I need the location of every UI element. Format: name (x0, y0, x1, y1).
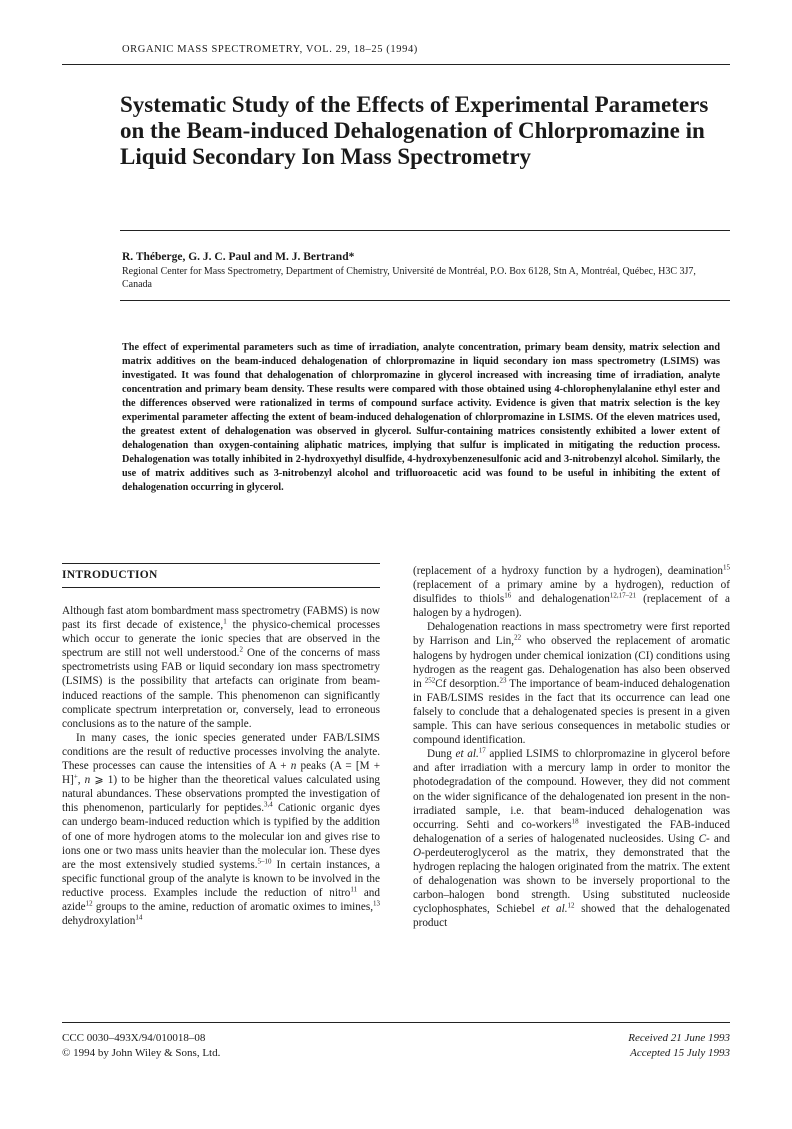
copyright-notice: © 1994 by John Wiley & Sons, Ltd. (62, 1047, 221, 1059)
body-paragraph: Although fast atom bombardment mass spectrometry (FABMS) is now past its first decade of existence,$^1$ the physico-chemical processes which occur to generate the ionic species that are observed in the spectrum are still not well understood.$^2$ One of the concerns of mass spectrometrists using FAB or liquid secondary ion mass spectrometry (LSIMS) is the possibility that artefacts can originate from beam-induced reactions of the sample. This phenomenon can significantly complicate spectrum interpretation or, conversely, lead to erroneous conclusions as to the nature of the sample. (62, 605, 381, 730)
left-column (62, 604, 380, 928)
footer-right (560, 1031, 730, 1061)
footer-rule (62, 1022, 730, 1023)
abstract: The effect of experimental parameters such as time of irradiation, analyte concentration, primary beam density, matrix selection and matrix additives on the beam-induced dehalogenation of chlorpromazine in liquid secondary ion mass spectrometry (LSIMS) was investigated. It was found that dehalogenation of chlorpromazine in glycerol increased with increasing time of irradiation, analyte concentration and primary beam density. These results were compared with those obtained using 4-chlorophenylalanine ethyl ester and the differences observed were rationalized in terms of compound surface activity. Evidence is given that matrix selection is the key experimental parameter affecting the extent of beam-induced dehalogenation of chlorpromazine in LSIMS. Of the eleven matrices used, the greatest extent of dehalogenation was observed in glycerol. Sulfur-containing matrices consistently exhibited a lower extent of dehalogenation than oxygen-containing aliphatic matrices, implying that sulfur is implicated in mitigating the reduction process. Dehalogenation was totally inhibited in 2-hydroxyethyl disulfide, 4-hydroxybenzenesulfonic acid and 3-nitrobenzyl alcohol. Similarly, the use of matrix additives such as 3-nitrobenzyl alcohol and trifluoroacetic acid was found to be useful in inhibiting the extent of dehalogenation occurring in glycerol. (122, 342, 720, 493)
authors-rule (120, 300, 730, 301)
section-heading-introduction: INTRODUCTION (62, 569, 158, 581)
body-paragraph: (replacement of a hydroxy function by a hydrogen), deamination$^{15}$ (replacement of a primary amine by a hydrogen), reduction of disulfides to thiols$^{16}$ and dehalogenation$^{12,17-21}$ (replacement of a halogen by a hydrogen). (413, 563, 730, 620)
article-title: Systematic Study of the Effects of Experimental Parameters on the Beam-induced Dehalogenation of Chlorpromazine in Liquid Secondary Ion Mass Spectrometry (120, 92, 709, 169)
body-paragraph: In many cases, the ionic species generated under FAB/LSIMS conditions are the result of reductive processes involving the analyte. These processes can cause the intensities of A + n peaks (A = [M + H]+, n ⩾ 1) to be higher than the theoretical values calculated using natural abundances. These observations prompted the investigation of this phenomenon, particularly for peptides.$^{3,4}$ Cationic organic dyes can undergo beam-induced reduction which is typified by the addition of one of more hydrogen atoms to the molecular ion and gives rise to ions one or two mass units heavier than the molecular ion. These dyes are the most extensively studied systems.$^{5-10}$ In certain instances, a specific functional group of the analyte is known to be involved in the reductive process. Examples include the reduction of nitro$^{11}$ and azide$^{12}$ groups to the amine, reduction of aromatic oximes to imines,$^{13}$ dehydroxylation$^{14}$ (62, 731, 381, 928)
footer-left (62, 1031, 220, 1061)
received-date: Received 21 June 1993 (628, 1032, 730, 1044)
affiliation: Regional Center for Mass Spectrometry, Department of Chemistry, Université de Montréal, P.O. Box 6128, Stn A, Montréal, Québec, H3C 3J7, Canada (122, 266, 696, 290)
accepted-date: Accepted 15 July 1993 (630, 1047, 730, 1059)
body-paragraph: Dung et al.$^{17}$ applied LSIMS to chlorpromazine in glycerol before and after irradiation with a mercury lamp in order to monitor the photodegradation of the compound. However, they did not comment on the wider significance of the dehalogenated ion present in the non-irradiated sample, i.e. that beam-induced dehalogenation was occurring. Sehti and co-workers$^{18}$ investigated the FAB-induced dehalogenation of a series of halogenated nucleosides. Using C- and O-perdeuteroglycerol as the matrix, they demonstrated that the hydrogen replacing the halogen originated from the matrix. The extent of dehalogenation was shown to be inversely proportional to the carbon–halogen bond strength. Using substituted nucleoside cyclophosphates, Schiebel et al.$^{12}$ showed that the dehalogenated product (413, 746, 731, 930)
right-column (413, 564, 730, 930)
intro-rule-top (62, 563, 380, 564)
header-rule (62, 64, 730, 65)
author-list: R. Théberge, G. J. C. Paul and M. J. Bertrand* (122, 251, 355, 263)
running-head: ORGANIC MASS SPECTROMETRY, VOL. 29, 18–25 (1994) (122, 44, 418, 55)
intro-rule-bottom (62, 587, 380, 588)
body-paragraph: Dehalogenation reactions in mass spectrometry were first reported by Harrison and Lin,$^{22}$ who observed the replacement of aromatic halogens by hydrogen under chemical ionization (CI) conditions using hydrogen as the reagent gas. Dehalogenation has also been observed in $^{252}$Cf desorption.$^{23}$ The importance of beam-induced dehalogenation in FAB/LSIMS resides in the fact that its occurrence can lead one falsely to conclude that a dehalogenated species is present in a given sample. This can have serious consequences in metabolic studies or compound identification. (413, 621, 731, 747)
title-rule (120, 230, 730, 231)
ccc-code: CCC 0030–493X/94/010018–08 (62, 1032, 206, 1044)
